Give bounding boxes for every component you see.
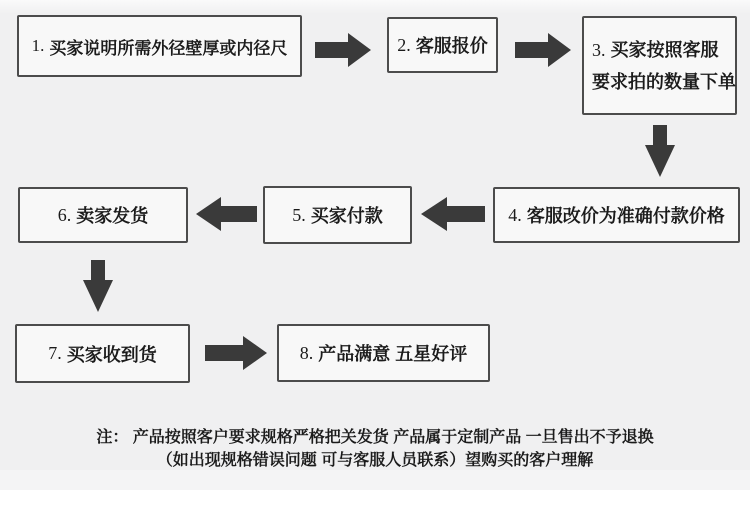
step-number: 2. <box>397 34 411 55</box>
step-label: 卖家发货 <box>76 206 149 226</box>
step-number: 3. <box>592 39 606 60</box>
step-label: 买家收到货 <box>66 344 157 365</box>
flow-step-2 <box>387 17 498 73</box>
arrow-left-icon <box>195 196 257 232</box>
step-label: 买家付款 <box>310 206 383 226</box>
step-label-line2: 要求拍的数量下单 <box>592 71 736 92</box>
step-number: 8. <box>299 342 314 363</box>
step-label: 产品满意 五星好评 <box>318 344 468 364</box>
arrow-down-icon <box>83 260 113 312</box>
step-label-line1: 3. 买家按照客服 <box>592 39 719 60</box>
flow-step-7 <box>15 324 190 383</box>
footnote-line2: （如出现规格错误问题 可与客服人员联系）望购买的客户理解 <box>156 452 594 469</box>
flow-step-5 <box>263 186 412 244</box>
arrow-left-icon <box>420 196 485 232</box>
flow-step-1 <box>17 15 302 77</box>
step-number: 6. <box>57 204 72 225</box>
step-number: 4. <box>508 204 522 225</box>
step-number: 1. <box>31 36 45 55</box>
arrow-right-icon <box>515 32 572 68</box>
step-label: 客服报价 <box>415 36 488 56</box>
step-number: 5. <box>292 204 306 225</box>
step-number: 7. <box>48 343 62 363</box>
bottom-strip <box>0 470 750 490</box>
flow-step-3 <box>582 16 737 115</box>
arrow-right-icon <box>315 32 372 68</box>
footnote <box>0 426 750 472</box>
flow-step-6 <box>18 187 188 243</box>
step-label: 买家说明所需外径壁厚或内径尺 <box>49 38 288 58</box>
step-label: 客服改价为准确付款价格 <box>526 206 725 226</box>
arrow-right-icon <box>205 335 268 371</box>
flow-step-8 <box>277 324 490 382</box>
footnote-line1: 注： 产品按照客户要求规格严格把关发货 产品属于定制产品 一旦售出不予退换 <box>96 429 654 446</box>
arrow-down-icon <box>645 125 675 177</box>
flow-step-4 <box>493 187 740 243</box>
